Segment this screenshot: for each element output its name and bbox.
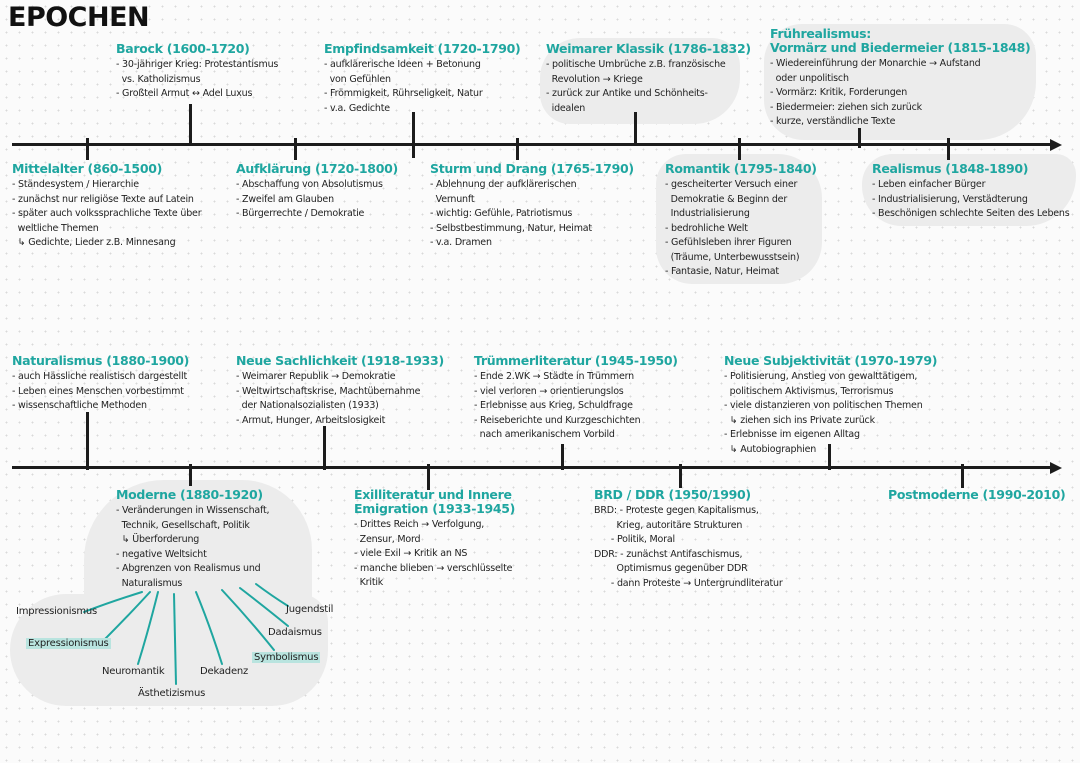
epoch-item: - auch Hässliche realistisch dargestellt (12, 371, 187, 382)
branch-line-aesthetizismus (174, 594, 176, 684)
epoch-item: Krieg, autoritäre Strukturen (594, 519, 743, 531)
branch-line-dadaismus (240, 588, 288, 626)
epoch-item: - wichtig: Gefühle, Patriotismus (430, 208, 573, 219)
epoch-item: nach amerikanischem Vorbild (474, 429, 615, 440)
epoch-title: Realismus (1848-1890) (872, 161, 1029, 176)
epoch-item: der Nationalsozialisten (1933) (236, 400, 379, 411)
epoch-item: - wissenschaftliche Methoden (12, 400, 147, 411)
epoch-item: - Leben eines Menschen vorbestimmt (12, 385, 184, 397)
epoch-item: Naturalismus (116, 577, 183, 589)
epoch-item: Optimismus gegenüber DDR (594, 563, 748, 574)
epoch-item: - dann Proteste → Untergrundliteratur (594, 577, 783, 589)
branch-line-jugendstil (256, 584, 288, 606)
epoch-item: ↳ Autobiographien (724, 443, 817, 455)
epoch-title: Barock (1600-1720) (116, 41, 250, 56)
epoch-item: Kritik (354, 577, 384, 588)
epoch-title: Trümmerliteratur (1945-1950) (474, 353, 678, 368)
epoch-item: - gescheiterter Versuch einer (665, 179, 798, 190)
epoch-item: Revolution → Kriege (546, 73, 643, 85)
epoch-item: weltliche Themen (12, 222, 99, 234)
epoch-title: Postmoderne (1990-2010) (888, 487, 1066, 502)
epoch-item: - manche blieben → verschlüsselte (354, 562, 513, 574)
epoch-title: BRD / DDR (1950/1990) (594, 487, 751, 502)
epoch-item: - v.a. Gedichte (324, 102, 390, 114)
epoch-item: Zensur, Mord (354, 533, 421, 545)
epoch-item: vs. Katholizismus (116, 73, 201, 85)
epoch-item: Vernunft (430, 193, 475, 205)
epoch-item: - viele Exil → Kritik an NS (354, 548, 468, 559)
epoch-item: - Politisierung, Anstieg von gewalttätigem, (724, 371, 918, 382)
epoch-item: - negative Weltsicht (116, 548, 207, 560)
epoch-title-continued: Vormärz und Biedermeier (1815-1848) (770, 40, 1031, 55)
page-title: EPOCHEN (8, 2, 150, 33)
epoch-item: - Abgrenzen von Realismus und (116, 563, 261, 574)
epoch-title: Empfindsamkeit (1720-1790) (324, 41, 521, 56)
epoch-item: - Veränderungen in Wissenschaft, (116, 505, 270, 516)
epoch-item: Demokratie & Beginn der (665, 193, 788, 205)
epoch-item: - Zweifel am Glauben (236, 193, 334, 205)
epoch-item: - Beschönigen schlechte Seiten des Lebens (872, 208, 1070, 219)
branch-expressionismus: Expressionismus (28, 638, 109, 649)
branch-neuromantik: Neuromantik (102, 666, 165, 677)
epoch-item: - zurück zur Antike und Schönheits- (546, 88, 708, 99)
epoch-item: - Selbstbestimmung, Natur, Heimat (430, 222, 592, 234)
epoch-item: - Reiseberichte und Kurzgeschichten (474, 414, 641, 426)
epoch-item: - kurze, verständliche Texte (770, 116, 896, 127)
epoch-item: Technik, Gesellschaft, Politik (116, 519, 250, 531)
epoch-item: - Bürgerrechte / Demokratie (236, 208, 365, 219)
branch-line-symbolismus (222, 590, 274, 650)
epoch-item: - Biedermeier: ziehen sich zurück (770, 101, 922, 113)
epoch-item: - aufklärerische Ideen + Betonung (324, 59, 481, 70)
epoch-item: - Gefühlsleben ihrer Figuren (665, 237, 792, 248)
epoch-title: Moderne (1880-1920) (116, 487, 263, 502)
branch-dadaismus: Dadaismus (268, 627, 322, 638)
epoch-item: idealen (546, 102, 586, 114)
epoch-title: Naturalismus (1880-1900) (12, 353, 190, 368)
epoch-item: - Abschaffung von Absolutismus (236, 179, 383, 190)
epoch-item: - Leben einfacher Bürger (872, 179, 986, 190)
epoch-item: - Weimarer Republik → Demokratie (236, 371, 396, 382)
epoch-item: - Politik, Moral (594, 534, 675, 545)
epoch-item: ↳ Gedichte, Lieder z.B. Minnesang (12, 237, 176, 248)
epoch-item: - bedrohliche Welt (665, 222, 748, 234)
epoch-item: - Ständesystem / Hierarchie (12, 179, 139, 190)
branch-line-expressionismus (104, 592, 150, 640)
epoch-item: - Ende 2.WK → Städte in Trümmern (474, 371, 634, 382)
branch-dekadenz: Dekadenz (200, 666, 249, 677)
epoch-item: - Frömmigkeit, Rührseligkeit, Natur (324, 88, 483, 99)
epoch-item: politischem Aktivismus, Terrorismus (724, 385, 894, 397)
epoch-item: oder unpolitisch (770, 72, 849, 84)
epoch-item: - Ablehnung der aufklärerischen (430, 179, 577, 190)
epoch-item: - Drittes Reich → Verfolgung, (354, 519, 485, 530)
epoch-item: DDR: - zunächst Antifaschismus, (594, 548, 743, 560)
epoch-title-continued: Emigration (1933-1945) (354, 501, 516, 516)
epoch-item: - Weltwirtschaftskrise, Machtübernahme (236, 385, 421, 397)
epoch-item: - viel verloren → orientierungslos (474, 385, 624, 397)
epoch-item: - viele distanzieren von politischen Themen (724, 400, 923, 411)
epoch-item: von Gefühlen (324, 73, 391, 85)
epoch-item: - Erlebnisse aus Krieg, Schuldfrage (474, 400, 633, 411)
epoch-item: Industrialisierung (665, 208, 750, 219)
epoch-item: ↳ Überforderung (116, 534, 200, 545)
epoch-item: - Industrialisierung, Verstädterung (872, 193, 1028, 205)
branch-symbolismus: Symbolismus (254, 652, 319, 663)
epoch-item: ↳ ziehen sich ins Private zurück (724, 414, 875, 426)
epoch-item: - 30-jähriger Krieg: Protestantismus (116, 59, 279, 70)
branch-line-dekadenz (196, 592, 222, 664)
branch-aesthetizismus: Ästhetizismus (138, 688, 206, 699)
epoch-item: - später auch volkssprachliche Texte über (12, 208, 202, 219)
epoch-title: Neue Subjektivität (1970-1979) (724, 353, 938, 368)
epoch-item: - v.a. Dramen (430, 237, 492, 248)
epoch-title: Mittelalter (860-1500) (12, 161, 163, 176)
branch-jugendstil: Jugendstil (286, 604, 334, 615)
epoch-title: Romantik (1795-1840) (665, 161, 817, 176)
epoch-item: - zunächst nur religiöse Texte auf Latein (12, 193, 194, 205)
epoch-item: - Erlebnisse im eigenen Alltag (724, 429, 860, 440)
epoch-item: - Vormärz: Kritik, Forderungen (770, 87, 908, 98)
epoch-title: Sturm und Drang (1765-1790) (430, 161, 634, 176)
epoch-title: Neue Sachlichkeit (1918-1933) (236, 353, 444, 368)
epoch-title: Exilliteratur und Innere (354, 487, 512, 502)
epoch-item: - Fantasie, Natur, Heimat (665, 266, 779, 277)
epoch-item: - Großteil Armut ↔ Adel Luxus (116, 88, 253, 99)
epoch-item: BRD: - Proteste gegen Kapitalismus, (594, 505, 759, 516)
epoch-title: Aufklärung (1720-1800) (236, 161, 398, 176)
epoch-item: - Wiedereinführung der Monarchie → Aufstand (770, 58, 981, 69)
epoch-title: Weimarer Klassik (1786-1832) (546, 41, 751, 56)
epoch-title: Frührealismus: (770, 26, 871, 41)
epoch-item: - politische Umbrüche z.B. französische (546, 59, 726, 70)
epoch-item: (Träume, Unterbewusstsein) (665, 251, 800, 263)
epoch-item: - Armut, Hunger, Arbeitslosigkeit (236, 414, 386, 426)
branch-impressionismus: Impressionismus (16, 606, 98, 617)
